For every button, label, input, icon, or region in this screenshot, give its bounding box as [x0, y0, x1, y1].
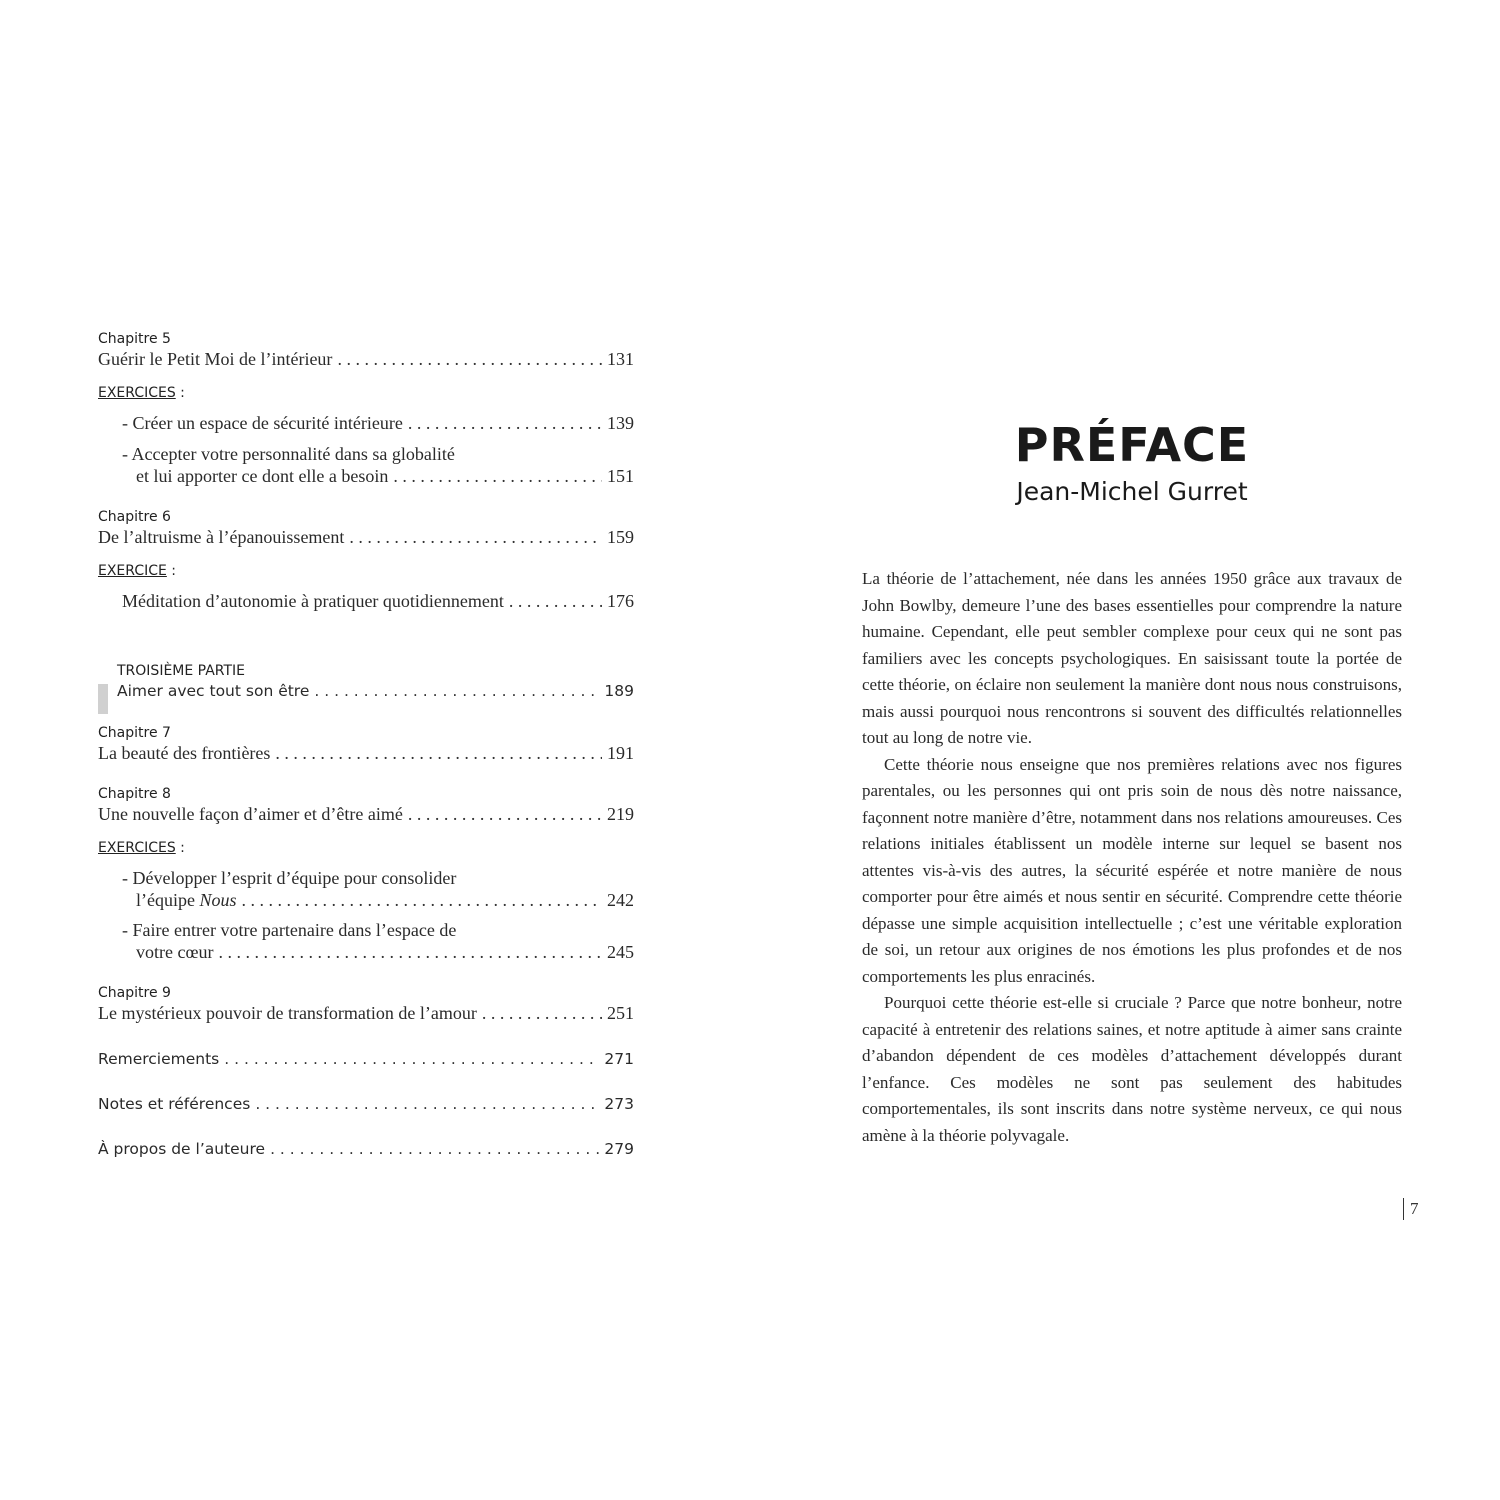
toc-entry-title: [136, 889, 237, 911]
toc-entry: [98, 803, 634, 825]
toc-entry-title: Le mystérieux pouvoir de transformation de l’amour: [98, 1003, 477, 1023]
toc-entry: [98, 742, 634, 764]
dot-leader: [255, 1093, 599, 1115]
toc-entry-page: 273: [604, 1095, 634, 1113]
dot-leader: [270, 1138, 599, 1160]
toc-entry-page: 242: [607, 890, 634, 910]
toc-remerciements: [98, 1048, 634, 1070]
exercises-label-text: EXERCICES: [98, 840, 176, 856]
toc-entry-title: Remerciements: [98, 1050, 220, 1068]
exercises-label-colon: :: [166, 563, 177, 579]
paragraph: Pourquoi cette théorie est-elle si cruciale ? Parce que notre bonheur, notre capacité à entretenir des relations saines, et notre aptitude à aimer sans crainte d’abandon dépendent de ces modèles d’attachement développés durant l’enfance. Ces modèles ne sont pas seulement des habitudes comportementales, ils sont inscrits dans notre système nerveux, ce qui nous amène à la théorie polyvagale.: [862, 993, 1402, 1145]
toc-apropos: [98, 1138, 634, 1160]
toc-exercise-entry: [98, 889, 634, 911]
toc-exercise-entry: [98, 412, 634, 434]
toc-entry-page: 245: [607, 942, 634, 962]
toc-chapter-6: [98, 508, 634, 612]
toc-entry-title: - Créer un espace de sécurité intérieure: [122, 413, 403, 433]
dot-leader: [408, 803, 602, 825]
toc-notes: [98, 1093, 634, 1115]
exercises-label: [98, 384, 634, 402]
toc-entry-title: votre cœur: [136, 942, 214, 962]
part-marker-bar: [98, 684, 108, 714]
toc-entry-title: De l’altruisme à l’épanouissement: [98, 527, 345, 547]
dot-leader: [408, 412, 602, 434]
toc-entry-page: 139: [607, 413, 634, 433]
toc-entry-page: 176: [607, 591, 634, 611]
toc-entry-title: Aimer avec tout son être: [117, 682, 310, 700]
toc-part-3: [98, 662, 634, 702]
dot-leader: [242, 889, 603, 911]
toc-entry-page: 219: [607, 804, 634, 824]
dot-leader: [314, 680, 599, 702]
part-label: TROISIÈME PARTIE: [117, 663, 246, 679]
exercises-label-text: EXERCICES: [98, 385, 176, 401]
exercises-label-colon: :: [175, 840, 185, 856]
paragraph: La théorie de l’attachement, née dans les années 1950 grâce aux travaux de John Bowlby, demeure l’une des bases essentielles pour comprendre la nature humaine. Cependant, elle peut sembler complexe pour ceux qui ne sont pas familiers avec les concepts psychologiques. En saisissant toute la portée de cette théorie, on éclaire non seulement la manière dont nous nous construisons, mais aussi pourquoi nous rencontrons si souvent des difficultés relationnelles tout au long de notre vie.: [862, 569, 1402, 747]
toc-entry: [98, 1002, 634, 1024]
toc-exercise-entry-line1: - Faire entrer votre partenaire dans l’espace de: [122, 920, 457, 940]
chapter-label: Chapitre 6: [98, 509, 171, 525]
chapter-label: Chapitre 5: [98, 331, 171, 347]
toc-entry-page: 271: [604, 1050, 634, 1068]
chapter-label: Chapitre 8: [98, 786, 171, 802]
toc-entry-title: Une nouvelle façon d’aimer et d’être aimé: [98, 804, 403, 824]
toc-exercise-entry: [98, 941, 634, 963]
toc-entry: [98, 526, 634, 548]
toc-exercise-entry: [98, 590, 634, 612]
table-of-contents: [98, 330, 634, 1160]
toc-entry-page: 279: [604, 1140, 634, 1158]
toc-entry-page: 191: [607, 743, 634, 763]
toc-entry: [98, 348, 634, 370]
page-number: 7: [1403, 1198, 1419, 1220]
dot-leader: [275, 742, 602, 764]
toc-chapter-9: [98, 984, 634, 1024]
toc-chapter-5: [98, 330, 634, 487]
toc-entry-title: et lui apporter ce dont elle a besoin: [136, 466, 389, 486]
exercises-label-text: EXERCICE: [98, 563, 167, 579]
chapter-label: Chapitre 9: [98, 985, 171, 1001]
toc-entry-page: 189: [604, 682, 634, 700]
toc-entry-page: 151: [607, 466, 634, 486]
preface-body: [862, 566, 1402, 1149]
toc-entry-title: Méditation d’autonomie à pratiquer quotidiennement: [122, 591, 504, 611]
dot-leader: [218, 941, 602, 963]
toc-exercise-entry-line1: - Accepter votre personnalité dans sa globalité: [122, 444, 455, 464]
toc-entry-title: Notes et références: [98, 1095, 251, 1113]
toc-chapter-8: [98, 785, 634, 963]
exercises-label: [98, 839, 634, 857]
toc-entry-page: 131: [607, 349, 634, 369]
dot-leader: [224, 1048, 599, 1070]
toc-entry-title: À propos de l’auteure: [98, 1140, 266, 1158]
dot-leader: [393, 465, 602, 487]
toc-entry-title: La beauté des frontières: [98, 743, 271, 763]
toc-entry-page: 159: [607, 527, 634, 547]
toc-entry-title-emphasis: Nous: [199, 890, 237, 910]
toc-entry-title-text: l’équipe: [136, 890, 200, 910]
chapter-label: Chapitre 7: [98, 725, 171, 741]
paragraph: Cette théorie nous enseigne que nos premières relations avec nos figures parentales, ou les personnes qui ont pris soin de nous dès notre naissance, façonnent notre manière d’être, notamment dans nos relations amoureuses. Ces relations initiales établissent un modèle interne sur lequel se basent nos attentes vis-à-vis des autres, la sécurité espérée et notre manière de nous comporter pour être aimés et nous sentir en sécurité. Comprendre cette théorie dépasse une simple acquisition intellectuelle ; c’est une véritable exploration de soi, un retour aux origines de nos émotions les plus profondes et de nos comportements les plus enracinés.: [862, 754, 1402, 986]
exercises-label-colon: :: [175, 385, 185, 401]
toc-entry-page: 251: [607, 1003, 634, 1023]
dot-leader: [337, 348, 602, 370]
preface-author: Jean-Michel Gurret: [1016, 477, 1248, 506]
dot-leader: [349, 526, 602, 548]
toc-entry: [117, 680, 634, 702]
toc-exercise-entry: [98, 465, 634, 487]
preface-title: PRÉFACE: [1014, 418, 1250, 472]
toc-entry-title: Guérir le Petit Moi de l’intérieur: [98, 349, 333, 369]
toc-exercise-entry-line1: - Développer l’esprit d’équipe pour consolider: [122, 868, 457, 888]
dot-leader: [509, 590, 602, 612]
dot-leader: [482, 1002, 602, 1024]
exercises-label: [98, 562, 634, 580]
toc-chapter-7: [98, 724, 634, 764]
